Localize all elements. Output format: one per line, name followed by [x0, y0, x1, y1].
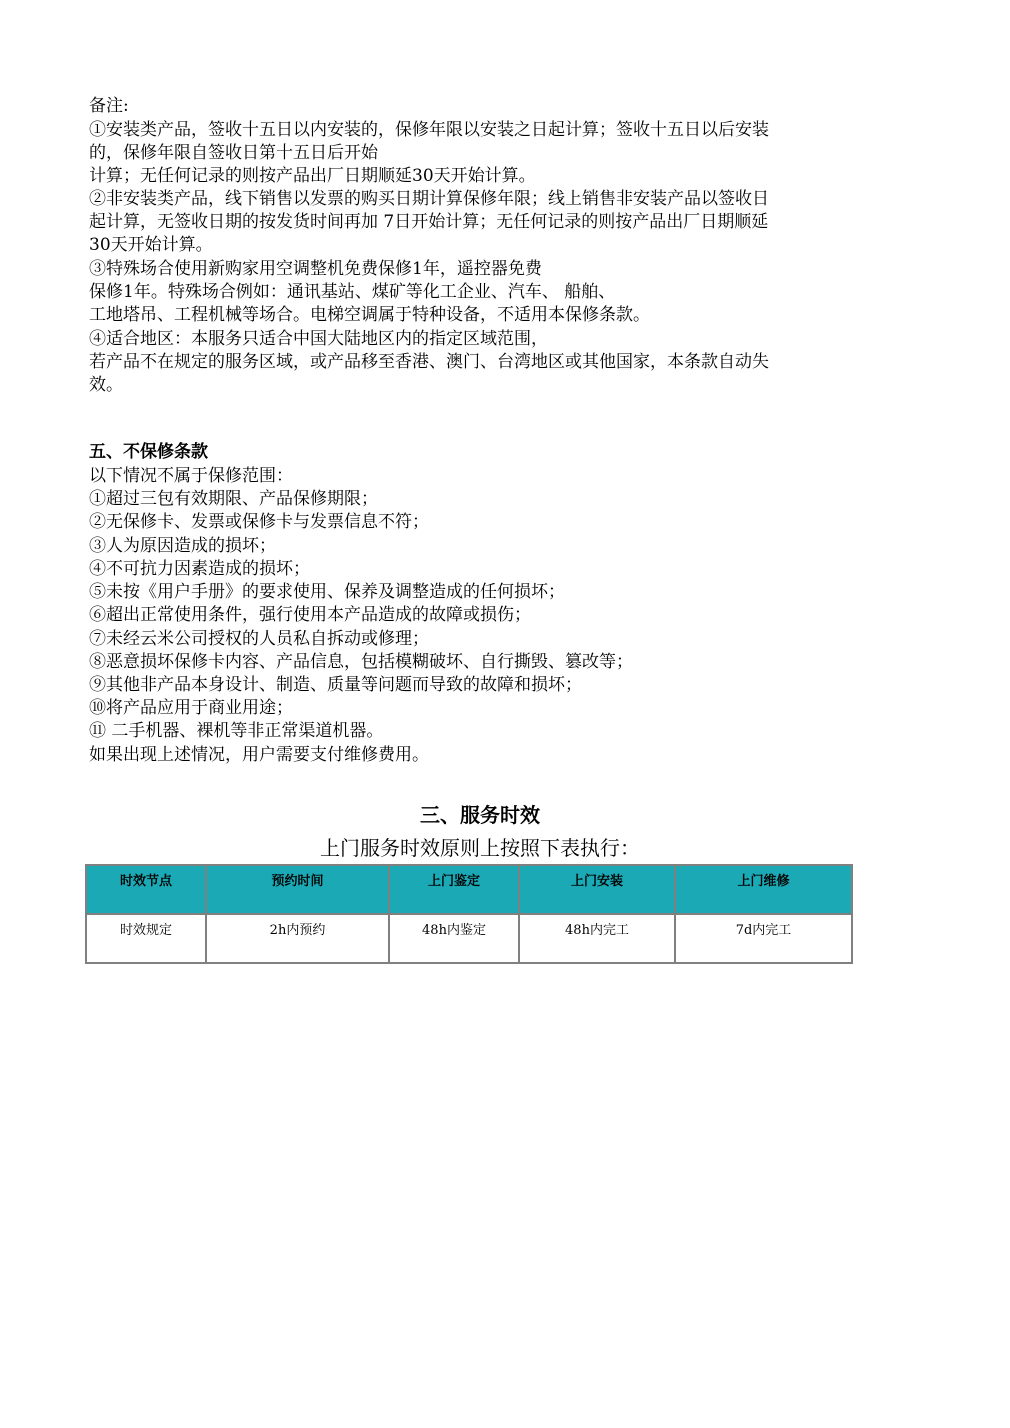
notes-line: 的，保修年限自签收日第十五日后开始	[89, 143, 378, 163]
notes-line: 保修1年。特殊场合例如：通讯基站、煤矿等化工企业、汽车、 船舶、	[89, 282, 616, 302]
section5-title: 五、不保修条款	[89, 442, 208, 462]
exclusion-item: ⑤未按《用户手册》的要求使用、保养及调整造成的任何损坏；	[89, 582, 565, 602]
notes-line: ①安装类产品，签收十五日以内安装的，保修年限以安装之日起计算；签收十五日以后安装	[89, 120, 769, 140]
notes-label: 备注:	[89, 96, 129, 116]
table-cell: 48h内完工	[519, 914, 675, 963]
table-row	[86, 914, 852, 963]
section5-intro: 以下情况不属于保修范围：	[89, 466, 293, 486]
exclusion-item: ⑨其他非产品本身设计、制造、质量等问题而导致的故障和损坏；	[89, 675, 582, 695]
table-header-cell: 时效节点	[86, 865, 206, 914]
notes-line: 计算；无任何记录的则按产品出厂日期顺延30天开始计算。	[89, 166, 536, 186]
exclusion-item: ⑥超出正常使用条件，强行使用本产品造成的故障或损伤；	[89, 605, 531, 625]
table-cell: 2h内预约	[206, 914, 389, 963]
section3-title: 三、服务时效	[420, 803, 540, 827]
exclusion-item: ⑧恶意损坏保修卡内容、产品信息，包括模糊破坏、自行撕毁、篡改等；	[89, 652, 633, 672]
exclusion-item: ⑪ 二手机器、裸机等非正常渠道机器。	[89, 721, 384, 741]
section5-closing: 如果出现上述情况，用户需要支付维修费用。	[89, 745, 429, 765]
table-header-row	[86, 865, 852, 914]
table-header-cell: 预约时间	[206, 865, 389, 914]
table-header-cell: 上门安装	[519, 865, 675, 914]
exclusion-item: ①超过三包有效期限、产品保修期限；	[89, 489, 378, 509]
exclusion-item: ②无保修卡、发票或保修卡与发票信息不符；	[89, 512, 429, 532]
exclusion-item: ④不可抗力因素造成的损坏；	[89, 559, 310, 579]
exclusion-item: ③人为原因造成的损坏；	[89, 536, 276, 556]
notes-line: ④适合地区：本服务只适合中国大陆地区内的指定区域范围，	[89, 329, 548, 349]
table-header-cell: 上门鉴定	[389, 865, 519, 914]
table-cell: 7d内完工	[675, 914, 852, 963]
section3-subtitle: 上门服务时效原则上按照下表执行：	[320, 836, 640, 860]
table-cell: 48h内鉴定	[389, 914, 519, 963]
exclusion-item: ⑩将产品应用于商业用途；	[89, 698, 293, 718]
notes-line: ③特殊场合使用新购家用空调整机免费保修1年，遥控器免费	[89, 259, 542, 279]
notes-line: 30天开始计算。	[89, 235, 213, 255]
service-time-table	[85, 864, 853, 964]
notes-line: 起计算，无签收日期的按发货时间再加 7日开始计算；无任何记录的则按产品出厂日期顺延	[89, 212, 769, 232]
notes-line: 工地塔吊、工程机械等场合。电梯空调属于特种设备，不适用本保修条款。	[89, 305, 650, 325]
exclusion-item: ⑦未经云米公司授权的人员私自拆动或修理；	[89, 629, 429, 649]
notes-line: 效。	[89, 375, 123, 395]
notes-line: 若产品不在规定的服务区域，或产品移至香港、澳门、台湾地区或其他国家，本条款自动失	[89, 352, 769, 372]
notes-line: ②非安装类产品，线下销售以发票的购买日期计算保修年限；线上销售非安装产品以签收日	[89, 189, 769, 209]
table-cell: 时效规定	[86, 914, 206, 963]
table-header-cell: 上门维修	[675, 865, 852, 914]
